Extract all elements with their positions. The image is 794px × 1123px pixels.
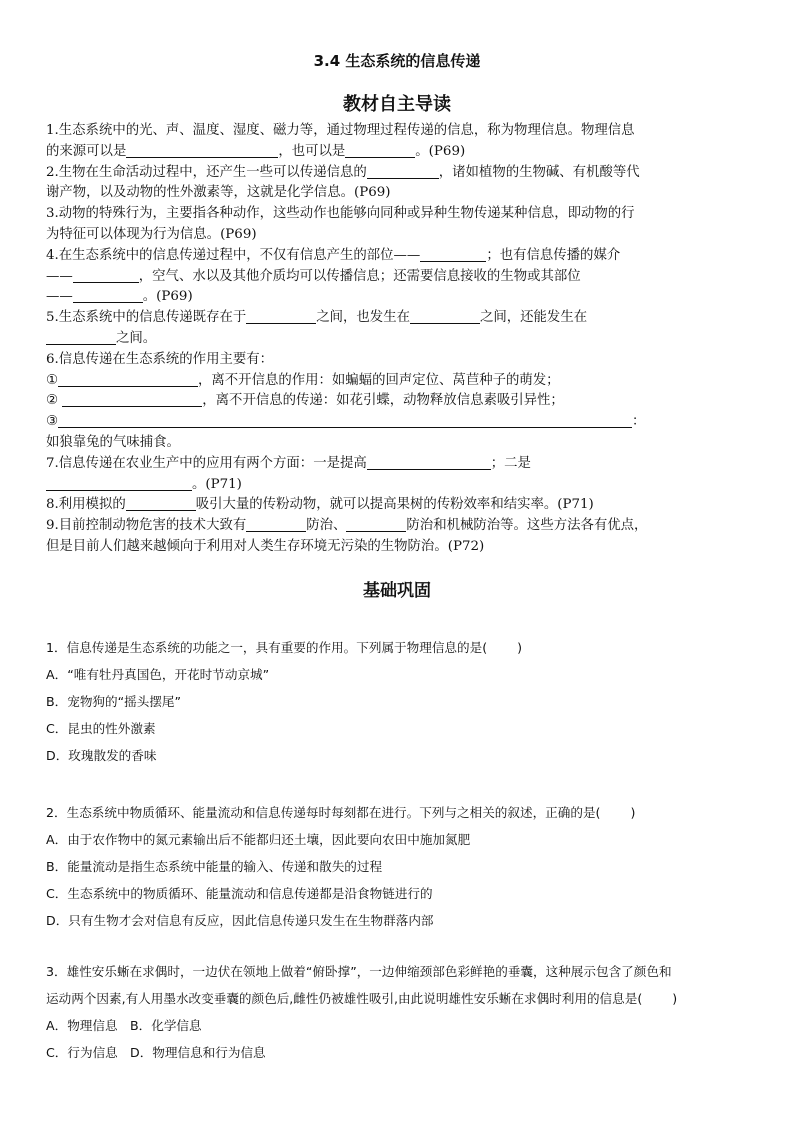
option-b: B．化学信息 [130,1018,202,1033]
question-stem: 2．生态系统中物质循环、能量流动和信息传递每时每刻都在进行。下列与之相关的叙述，正确的是( ) [46,805,636,820]
answer-blank[interactable] [126,143,278,158]
guide-line: 9.目前控制动物危害的技术大致有 防治、 防治和机械防治等。这些方法各有优点， [46,518,648,534]
option-a: A．物理信息 [46,1018,118,1033]
question-stem: 1．信息传递是生态系统的功能之一，具有重要的作用。下列属于物理信息的是( ) [46,640,523,655]
question-1 [46,634,748,769]
guide-line: ② ，离不开信息的传递：如花引蝶，动物释放信息素吸引异性； [46,393,564,409]
question-2 [46,799,748,934]
answer-blank[interactable] [410,309,480,324]
answer-blank[interactable] [367,164,439,179]
guide-line: 5.生态系统中的信息传递既存在于 之间，也发生在 之间，还能发生在 [46,310,588,326]
guide-section [46,121,748,558]
option-a: A．由于农作物中的氮元素输出后不能都归还土壤，因此要向农田中施加氮肥 [46,832,471,847]
options-row [46,1012,748,1039]
answer-blank[interactable] [62,392,202,407]
guide-line: 如狼靠兔的气味捕食。 [46,434,180,450]
guide-line: —— ，空气、水以及其他介质均可以传播信息；还需要信息接收的生物或其部位 [46,268,581,284]
answer-blank[interactable] [46,476,192,491]
options-row [46,1039,748,1066]
guide-line: 2.生物在生命活动过程中，还产生一些可以传递信息的 ，诸如植物的生物碱、有机酸等代 [46,164,640,180]
question-stem: 运动两个因素,有人用墨水改变垂囊的颜色后,雌性仍被雄性吸引,由此说明雄性安乐蜥在求偶时利用的信息是( ) [46,991,678,1006]
option-d: D．玫瑰散发的香味 [46,748,157,763]
answer-blank[interactable] [367,455,491,470]
answer-blank[interactable] [420,247,486,262]
answer-blank[interactable] [58,372,198,387]
answer-blank[interactable] [345,143,415,158]
guide-line: 为特征可以体现为行为信息。(P69) [46,226,257,242]
option-b: B．能量流动是指生态系统中能量的输入、传递和散失的过程 [46,859,383,874]
answer-blank[interactable] [246,517,306,532]
guide-line: 1.生态系统中的光、声、温度、湿度、磁力等，通过物理过程传递的信息，称为物理信息。物理信息 [46,123,635,138]
answer-blank[interactable] [73,288,143,303]
guide-line: 6.信息传递在生态系统的作用主要有： [46,351,274,367]
guide-line: 谢产物，以及动物的性外激素等，这就是化学信息。(P69) [46,185,391,201]
option-d: D．物理信息和行为信息 [130,1045,266,1060]
option-b: B．宠物狗的“摇头摆尾” [46,694,182,709]
section-heading-guide: 教材自主导读 [343,94,451,115]
option-c: C．昆虫的性外激素 [46,721,156,736]
option-c: C．生态系统中的物质循环、能量流动和信息传递都是沿食物链进行的 [46,886,433,901]
answer-blank[interactable] [246,309,316,324]
page-title: 3.4 生态系统的信息传递 [313,52,481,70]
question-stem: 3．雄性安乐蜥在求偶时，一边伏在领地上做着“俯卧撑”，一边伸缩颈部色彩鲜艳的垂囊，这种展示包含了颜色和 [46,964,672,979]
answer-blank[interactable] [73,268,139,283]
guide-line: 8.利用模拟的 吸引大量的传粉动物，就可以提高果树的传粉效率和结实率。(P71) [46,497,594,513]
guide-line: ① ，离不开信息的作用：如蝙蝠的回声定位、莴苣种子的萌发； [46,372,560,388]
guide-line: 的来源可以是 ，也可以是 。(P69) [46,143,466,159]
answer-blank[interactable] [58,413,632,428]
guide-line: 之间。 [46,329,748,350]
option-a: A．“唯有牡丹真国色，开花时节动京城” [46,667,270,682]
answer-blank[interactable] [46,330,116,345]
answer-blank[interactable] [126,496,196,511]
option-c: C．行为信息 [46,1045,118,1060]
section-heading-basic: 基础巩固 [363,581,431,601]
guide-line: ③ ： [46,414,646,430]
guide-line: 7.信息传递在农业生产中的应用有两个方面：一是提高 ；二是 [46,455,531,471]
guide-line: —— 。(P69) [46,289,193,305]
guide-line: 4.在生态系统中的信息传递过程中，不仅有信息产生的部位—— ；也有信息传播的媒介 [46,247,621,263]
question-3 [46,958,748,1066]
guide-line: 。(P71) [46,475,748,496]
option-d: D．只有生物才会对信息有反应，因此信息传递只发生在生物群落内部 [46,913,434,928]
guide-line: 3.动物的特殊行为，主要指各种动作，这些动作也能够向同种或异种生物传递某种信息，即动物的行 [46,206,635,222]
guide-line: 但是目前人们越来越倾向于利用对人类生存环境无污染的生物防治。(P72) [46,538,485,554]
answer-blank[interactable] [346,517,406,532]
